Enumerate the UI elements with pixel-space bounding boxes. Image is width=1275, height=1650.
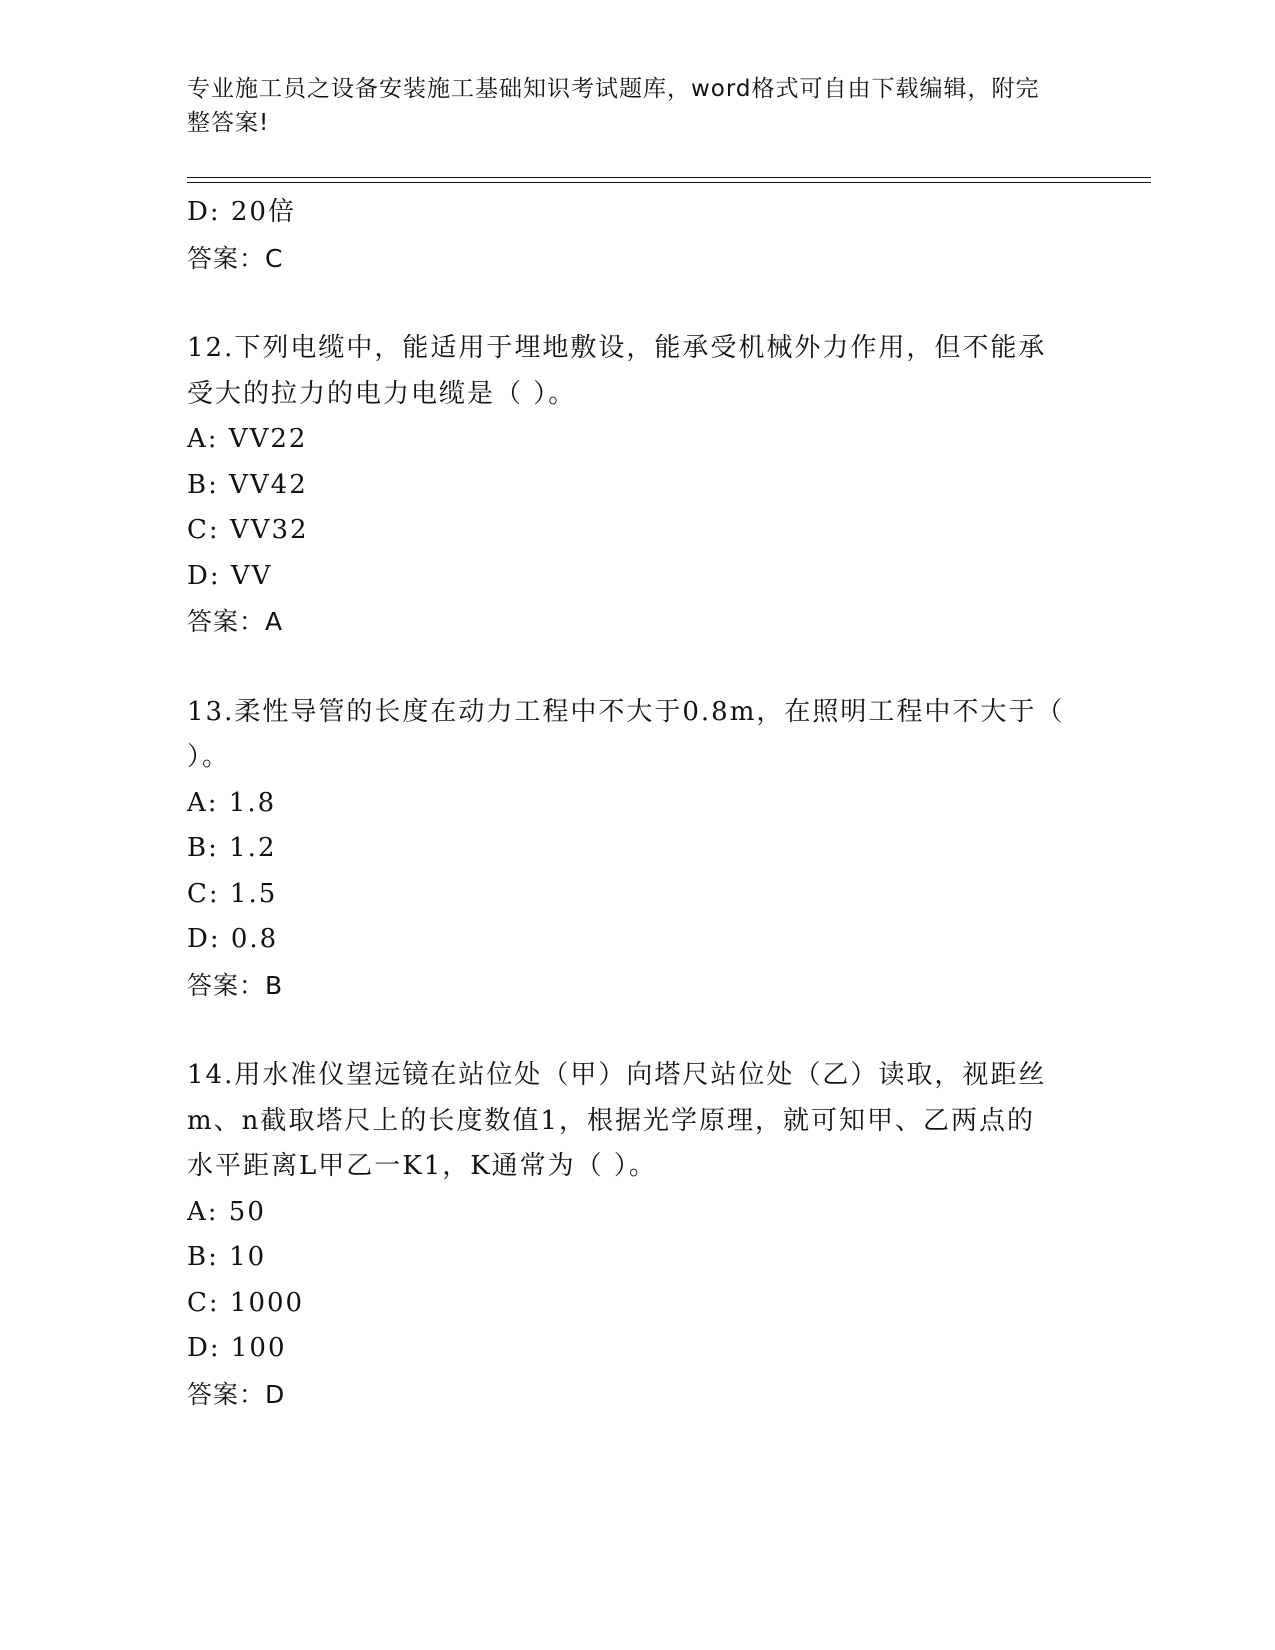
question-stem: 14.用水准仪望远镜在站位处（甲）向塔尺站位处（乙）读取，视距丝: [187, 1060, 1047, 1090]
question-list: [187, 190, 1087, 1417]
question-11-tail: [187, 190, 1087, 281]
question-12: [187, 326, 1087, 645]
document-header: [187, 72, 1067, 140]
question-stem: ）。: [187, 742, 231, 772]
option-d: D: 20倍: [187, 197, 296, 227]
answer-line: 答案：A: [187, 607, 284, 636]
option-a: A: 1.8: [187, 787, 277, 818]
spacer: [187, 281, 1087, 326]
answer-line: 答案：B: [187, 970, 284, 1000]
option-c: C: VV32: [187, 515, 309, 545]
question-14: [187, 1053, 1087, 1417]
option-d: D: VV: [187, 560, 273, 591]
option-a: A: 50: [187, 1196, 266, 1227]
option-c: C: 1.5: [187, 878, 278, 909]
question-stem: 12.下列电缆中，能适用于埋地敷设，能承受机械外力作用，但不能承: [187, 333, 1047, 363]
spacer: [187, 645, 1087, 690]
option-b: B: 10: [187, 1242, 267, 1272]
question-stem: 受大的拉力的电力电缆是（ ）。: [187, 378, 577, 409]
header-rule-bottom: [187, 182, 1151, 183]
header-line-1: 专业施工员之设备安装施工基础知识考试题库，word格式可自由下载编辑，附完: [187, 76, 1040, 102]
question-stem: 水平距离L甲乙一K1，K通常为（ ）。: [187, 1151, 657, 1181]
question-stem: 13.柔性导管的长度在动力工程中不大于0.8m，在照明工程中不大于（: [187, 696, 1065, 727]
option-b: B: 1.2: [187, 833, 277, 863]
spacer: [187, 1008, 1087, 1053]
answer-line: 答案：D: [187, 1379, 286, 1409]
answer-line: 答案：C: [187, 243, 284, 273]
question-stem: m、n截取塔尺上的长度数值1，根据光学原理，就可知甲、乙两点的: [187, 1105, 1035, 1136]
option-b: B: VV42: [187, 469, 308, 500]
option-d: D: 100: [187, 1333, 287, 1363]
header-line-2: 整答案!: [187, 110, 270, 136]
option-c: C: 1000: [187, 1287, 305, 1318]
question-13: [187, 690, 1087, 1009]
option-d: D: 0.8: [187, 924, 279, 954]
header-rule-top: [187, 177, 1151, 178]
option-a: A: VV22: [187, 424, 308, 454]
